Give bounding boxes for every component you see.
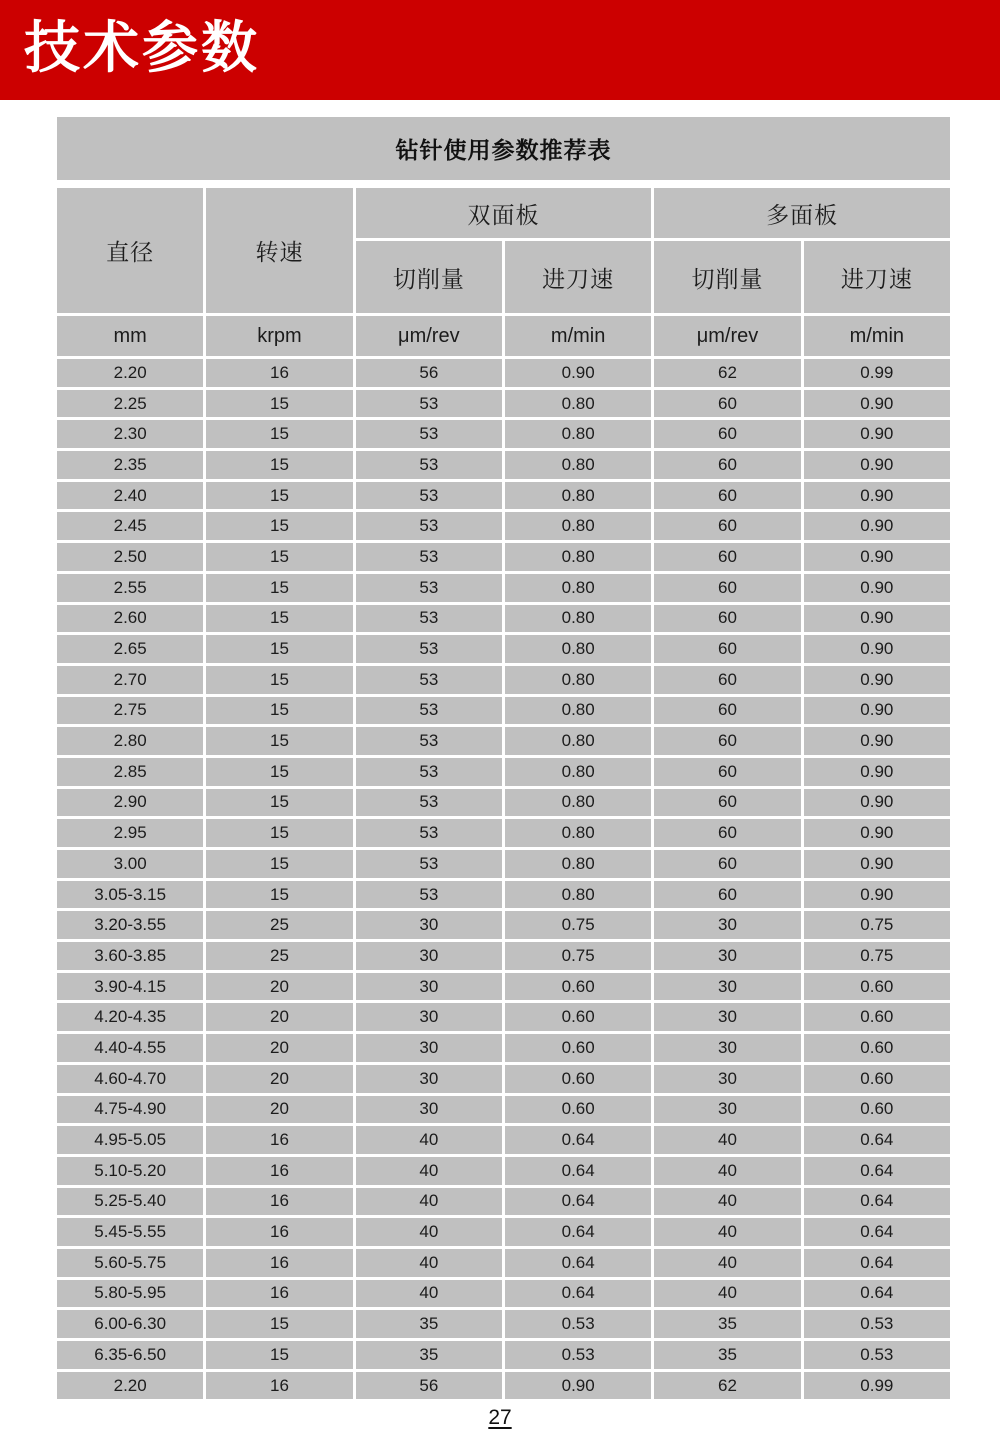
table-cell: 0.64 — [804, 1126, 950, 1154]
table-cell: 0.64 — [505, 1249, 651, 1277]
table-cell: 53 — [356, 451, 502, 479]
table-cell: 0.90 — [804, 789, 950, 817]
table-cell: 53 — [356, 666, 502, 694]
header-diameter: 直径 — [57, 188, 203, 313]
table-cell: 0.60 — [804, 1096, 950, 1124]
table-cell: 0.64 — [804, 1218, 950, 1246]
table-cell: 0.75 — [505, 911, 651, 939]
table-cell: 0.90 — [804, 850, 950, 878]
table-cell: 16 — [206, 1249, 352, 1277]
header-chip-load-double-sided: 切削量 — [356, 241, 502, 313]
table-cell: 40 — [654, 1280, 800, 1308]
table-cell: 25 — [206, 911, 352, 939]
table-cell: 30 — [356, 1003, 502, 1031]
table-cell: 53 — [356, 819, 502, 847]
table-cell: 60 — [654, 635, 800, 663]
table-cell: 60 — [654, 451, 800, 479]
table-cell: 4.75-4.90 — [57, 1096, 203, 1124]
table-cell: 4.95-5.05 — [57, 1126, 203, 1154]
page-number — [0, 1406, 1000, 1430]
table-cell: 16 — [206, 359, 352, 387]
table-cell: 0.99 — [804, 1372, 950, 1400]
table-cell: 0.80 — [505, 574, 651, 602]
table-cell: 0.90 — [804, 605, 950, 633]
table-cell: 15 — [206, 451, 352, 479]
table-cell: 0.64 — [804, 1280, 950, 1308]
table-cell: 0.90 — [804, 635, 950, 663]
table-cell: 0.53 — [505, 1341, 651, 1369]
table-cell: 4.60-4.70 — [57, 1065, 203, 1093]
table-cell: 30 — [654, 942, 800, 970]
table-cell: 0.80 — [505, 543, 651, 571]
table-cell: 2.60 — [57, 605, 203, 633]
table-cell: 15 — [206, 574, 352, 602]
table-cell: 60 — [654, 574, 800, 602]
table-cell: 0.90 — [804, 451, 950, 479]
table-cell: 2.65 — [57, 635, 203, 663]
table-cell: 15 — [206, 666, 352, 694]
table-cell: 40 — [654, 1188, 800, 1216]
table-cell: 60 — [654, 850, 800, 878]
table-cell: 30 — [654, 1096, 800, 1124]
table-cell: 35 — [654, 1341, 800, 1369]
table-cell: 0.90 — [804, 574, 950, 602]
table-cell: 2.45 — [57, 512, 203, 540]
table-cell: 30 — [356, 1096, 502, 1124]
table-cell: 0.90 — [804, 543, 950, 571]
table-cell: 0.60 — [505, 1065, 651, 1093]
table-cell: 0.53 — [804, 1341, 950, 1369]
table-cell: 15 — [206, 1341, 352, 1369]
header-double-sided-board: 双面板 — [356, 188, 652, 238]
table-cell: 16 — [206, 1157, 352, 1185]
table-cell: 2.80 — [57, 727, 203, 755]
table-cell: 0.90 — [804, 482, 950, 510]
table-cell: 25 — [206, 942, 352, 970]
table-cell: 15 — [206, 512, 352, 540]
table-cell: 30 — [654, 1034, 800, 1062]
table-cell: 40 — [356, 1126, 502, 1154]
table-cell: 15 — [206, 1310, 352, 1338]
table-cell: 60 — [654, 789, 800, 817]
table-cell: 0.80 — [505, 512, 651, 540]
table-cell: 2.20 — [57, 359, 203, 387]
header-feed-rate-multi-layer: 进刀速 — [804, 241, 950, 313]
table-cell: 0.90 — [505, 359, 651, 387]
table-cell: 15 — [206, 758, 352, 786]
table-cell: 53 — [356, 697, 502, 725]
header-chip-load-multi-layer: 切削量 — [654, 241, 800, 313]
table-cell: 20 — [206, 973, 352, 1001]
table-cell: 40 — [356, 1188, 502, 1216]
table-cell: 2.40 — [57, 482, 203, 510]
table-cell: 60 — [654, 543, 800, 571]
table-cell: 0.90 — [804, 819, 950, 847]
table-cell: 2.95 — [57, 819, 203, 847]
table-cell: 40 — [356, 1249, 502, 1277]
table-cell: 60 — [654, 727, 800, 755]
table-cell: 40 — [654, 1249, 800, 1277]
table-cell: 16 — [206, 1126, 352, 1154]
table-cell: 4.40-4.55 — [57, 1034, 203, 1062]
table-cell: 0.90 — [804, 758, 950, 786]
table-title: 钻针使用参数推荐表 — [57, 117, 950, 180]
table-cell: 0.75 — [804, 911, 950, 939]
table-cell: 0.80 — [505, 605, 651, 633]
table-cell: 60 — [654, 819, 800, 847]
table-cell: 53 — [356, 881, 502, 909]
unit-speed: krpm — [206, 316, 352, 356]
table-cell: 53 — [356, 605, 502, 633]
table-cell: 0.80 — [505, 451, 651, 479]
table-cell: 60 — [654, 881, 800, 909]
header-multi-layer-board: 多面板 — [654, 188, 950, 238]
table-cell: 35 — [654, 1310, 800, 1338]
table-cell: 2.50 — [57, 543, 203, 571]
table-cell: 40 — [654, 1157, 800, 1185]
table-cell: 5.10-5.20 — [57, 1157, 203, 1185]
table-cell: 62 — [654, 1372, 800, 1400]
table-cell: 0.64 — [505, 1280, 651, 1308]
unit-chip-load-multi-layer: μm/rev — [654, 316, 800, 356]
table-cell: 2.75 — [57, 697, 203, 725]
table-cell: 0.64 — [804, 1249, 950, 1277]
table-cell: 0.80 — [505, 881, 651, 909]
table-cell: 53 — [356, 512, 502, 540]
unit-diameter: mm — [57, 316, 203, 356]
parameters-grid — [57, 188, 950, 1399]
table-cell: 0.80 — [505, 697, 651, 725]
table-cell: 16 — [206, 1280, 352, 1308]
table-cell: 0.90 — [804, 881, 950, 909]
table-cell: 0.80 — [505, 850, 651, 878]
table-cell: 40 — [356, 1218, 502, 1246]
table-cell: 16 — [206, 1188, 352, 1216]
table-cell: 0.80 — [505, 635, 651, 663]
table-cell: 30 — [356, 1034, 502, 1062]
table-cell: 53 — [356, 789, 502, 817]
table-cell: 2.70 — [57, 666, 203, 694]
table-cell: 53 — [356, 758, 502, 786]
table-cell: 0.60 — [804, 1003, 950, 1031]
table-cell: 15 — [206, 819, 352, 847]
page-title: 技术参数 — [24, 16, 260, 79]
table-cell: 6.00-6.30 — [57, 1310, 203, 1338]
unit-feed-rate-multi-layer: m/min — [804, 316, 950, 356]
table-cell: 0.64 — [505, 1157, 651, 1185]
table-cell: 35 — [356, 1310, 502, 1338]
table-cell: 3.90-4.15 — [57, 973, 203, 1001]
table-cell: 20 — [206, 1034, 352, 1062]
table-cell: 0.80 — [505, 758, 651, 786]
table-cell: 0.80 — [505, 420, 651, 448]
table-cell: 30 — [654, 1003, 800, 1031]
table-cell: 0.90 — [804, 697, 950, 725]
table-cell: 0.53 — [505, 1310, 651, 1338]
table-cell: 0.90 — [804, 420, 950, 448]
table-cell: 15 — [206, 635, 352, 663]
table-cell: 60 — [654, 666, 800, 694]
table-cell: 2.90 — [57, 789, 203, 817]
header-banner — [0, 0, 1000, 100]
table-cell: 30 — [356, 911, 502, 939]
table-cell: 15 — [206, 881, 352, 909]
table-cell: 0.99 — [804, 359, 950, 387]
table-cell: 53 — [356, 543, 502, 571]
table-cell: 3.00 — [57, 850, 203, 878]
table-cell: 15 — [206, 850, 352, 878]
table-cell: 0.64 — [505, 1188, 651, 1216]
table-cell: 60 — [654, 697, 800, 725]
table-cell: 16 — [206, 1372, 352, 1400]
table-cell: 20 — [206, 1003, 352, 1031]
header-feed-rate-double-sided: 进刀速 — [505, 241, 651, 313]
table-cell: 20 — [206, 1096, 352, 1124]
table-cell: 53 — [356, 420, 502, 448]
header-speed: 转速 — [206, 188, 352, 313]
table-cell: 15 — [206, 543, 352, 571]
table-cell: 0.64 — [804, 1157, 950, 1185]
table-cell: 0.60 — [804, 973, 950, 1001]
table-cell: 15 — [206, 605, 352, 633]
table-cell: 0.75 — [804, 942, 950, 970]
table-cell: 15 — [206, 390, 352, 418]
table-cell: 3.60-3.85 — [57, 942, 203, 970]
table-cell: 53 — [356, 635, 502, 663]
table-cell: 2.35 — [57, 451, 203, 479]
table-cell: 6.35-6.50 — [57, 1341, 203, 1369]
table-cell: 35 — [356, 1341, 502, 1369]
table-cell: 30 — [654, 911, 800, 939]
table-cell: 3.20-3.55 — [57, 911, 203, 939]
table-cell: 53 — [356, 482, 502, 510]
table-cell: 40 — [356, 1280, 502, 1308]
table-cell: 53 — [356, 850, 502, 878]
table-cell: 2.20 — [57, 1372, 203, 1400]
table-cell: 40 — [356, 1157, 502, 1185]
table-cell: 5.80-5.95 — [57, 1280, 203, 1308]
table-cell: 2.25 — [57, 390, 203, 418]
table-cell: 0.90 — [804, 727, 950, 755]
table-cell: 53 — [356, 574, 502, 602]
table-cell: 15 — [206, 482, 352, 510]
table-cell: 0.75 — [505, 942, 651, 970]
table-cell: 2.85 — [57, 758, 203, 786]
table-cell: 0.80 — [505, 390, 651, 418]
table-cell: 0.80 — [505, 727, 651, 755]
table-cell: 0.60 — [505, 1003, 651, 1031]
table-cell: 4.20-4.35 — [57, 1003, 203, 1031]
table-cell: 0.90 — [804, 666, 950, 694]
table-cell: 2.30 — [57, 420, 203, 448]
table-cell: 60 — [654, 605, 800, 633]
table-cell: 53 — [356, 727, 502, 755]
table-cell: 0.60 — [505, 973, 651, 1001]
table-cell: 30 — [356, 1065, 502, 1093]
table-cell: 30 — [356, 942, 502, 970]
table-cell: 0.80 — [505, 666, 651, 694]
table-cell: 30 — [654, 973, 800, 1001]
parameters-table — [57, 117, 950, 1399]
table-cell: 40 — [654, 1218, 800, 1246]
table-cell: 0.53 — [804, 1310, 950, 1338]
table-cell: 53 — [356, 390, 502, 418]
table-cell: 30 — [356, 973, 502, 1001]
table-cell: 2.55 — [57, 574, 203, 602]
table-cell: 5.60-5.75 — [57, 1249, 203, 1277]
table-cell: 56 — [356, 359, 502, 387]
table-cell: 0.64 — [505, 1126, 651, 1154]
table-cell: 0.90 — [804, 390, 950, 418]
unit-chip-load-double-sided: μm/rev — [356, 316, 502, 356]
table-cell: 0.64 — [804, 1188, 950, 1216]
page-number-value: 27 — [488, 1406, 512, 1429]
table-cell: 0.60 — [505, 1096, 651, 1124]
table-cell: 0.80 — [505, 789, 651, 817]
table-cell: 60 — [654, 758, 800, 786]
table-cell: 0.64 — [505, 1218, 651, 1246]
table-cell: 0.90 — [804, 512, 950, 540]
table-cell: 0.80 — [505, 482, 651, 510]
table-cell: 15 — [206, 420, 352, 448]
table-cell: 30 — [654, 1065, 800, 1093]
table-cell: 0.60 — [505, 1034, 651, 1062]
table-cell: 15 — [206, 789, 352, 817]
table-cell: 16 — [206, 1218, 352, 1246]
table-cell: 62 — [654, 359, 800, 387]
table-cell: 5.45-5.55 — [57, 1218, 203, 1246]
table-cell: 60 — [654, 390, 800, 418]
table-cell: 60 — [654, 420, 800, 448]
table-cell: 5.25-5.40 — [57, 1188, 203, 1216]
table-cell: 0.90 — [505, 1372, 651, 1400]
table-cell: 40 — [654, 1126, 800, 1154]
table-cell: 60 — [654, 512, 800, 540]
table-cell: 20 — [206, 1065, 352, 1093]
table-cell: 15 — [206, 727, 352, 755]
table-cell: 0.60 — [804, 1065, 950, 1093]
table-cell: 3.05-3.15 — [57, 881, 203, 909]
unit-feed-rate-double-sided: m/min — [505, 316, 651, 356]
table-cell: 0.60 — [804, 1034, 950, 1062]
table-cell: 0.80 — [505, 819, 651, 847]
table-cell: 60 — [654, 482, 800, 510]
table-cell: 15 — [206, 697, 352, 725]
table-cell: 56 — [356, 1372, 502, 1400]
